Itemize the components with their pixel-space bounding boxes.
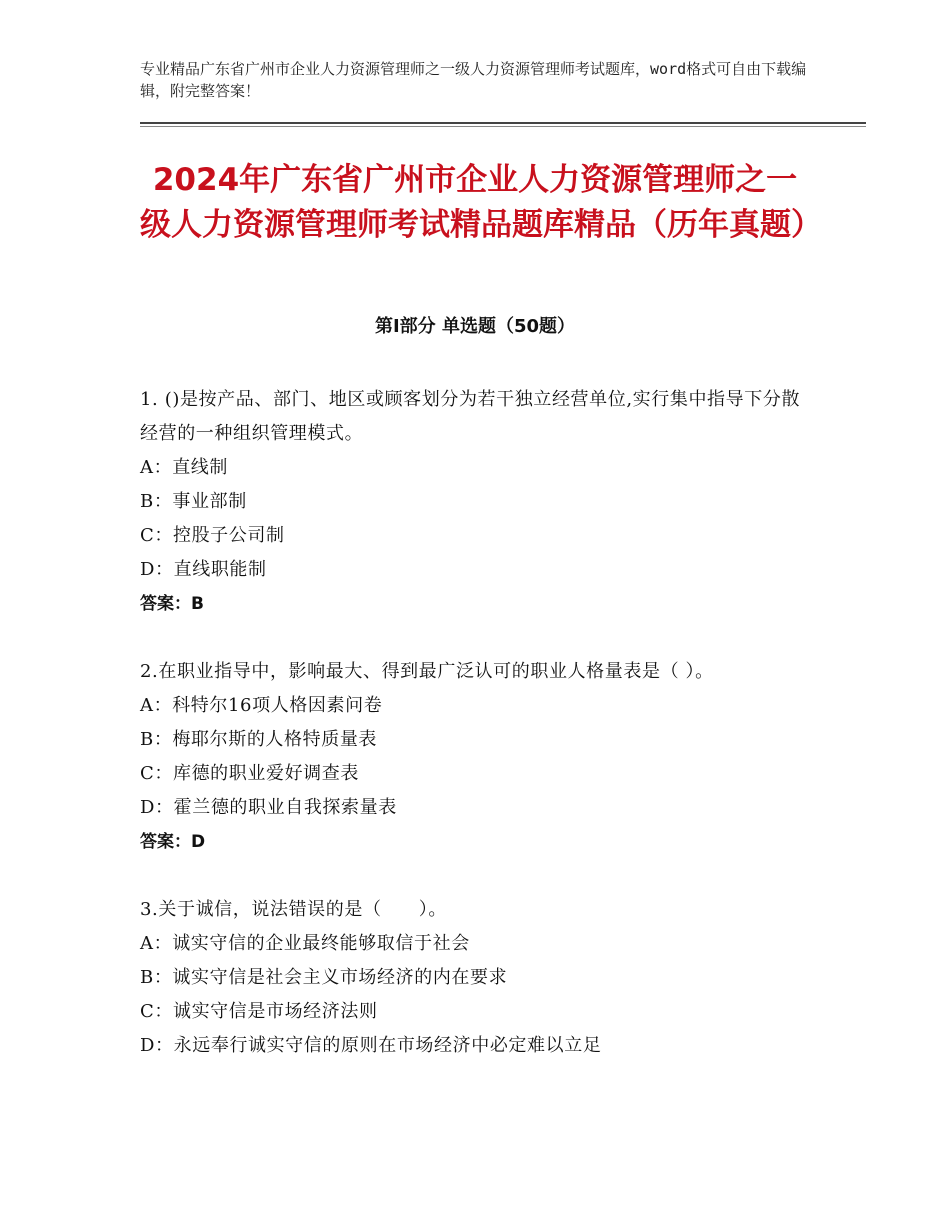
option-b: B：梅耶尔斯的人格特质量表 <box>140 729 378 750</box>
option-d: D：直线职能制 <box>140 559 267 580</box>
option-c: C：控股子公司制 <box>140 525 285 546</box>
question-list <box>140 383 810 1097</box>
header-divider-thick <box>140 122 866 124</box>
option-a: A：诚实守信的企业最终能够取信于社会 <box>140 933 470 954</box>
answer-line: 答案：D <box>140 832 206 852</box>
question-stem: 3.关于诚信，说法错误的是（ ）。 <box>140 899 447 920</box>
question-3 <box>140 893 810 1063</box>
question-2 <box>140 655 810 859</box>
option-c: C：诚实守信是市场经济法则 <box>140 1001 378 1022</box>
question-stem: 1. ()是按产品、部门、地区或顾客划分为若干独立经营单位,实行集中指导下分散经营的一种组织管理模式。 <box>140 389 801 444</box>
answer-line: 答案：B <box>140 594 204 614</box>
option-a: A：直线制 <box>140 457 228 478</box>
section-heading: 第Ⅰ部分 单选题（50题） <box>374 316 575 337</box>
question-1 <box>140 383 810 621</box>
option-c: C：库德的职业爱好调查表 <box>140 763 359 784</box>
header-note: 专业精品广东省广州市企业人力资源管理师之一级人力资源管理师考试题库，word格式可自由下载编辑，附完整答案！ <box>140 60 807 100</box>
option-d: D：永远奉行诚实守信的原则在市场经济中必定难以立足 <box>140 1035 602 1056</box>
option-a: A：科特尔16项人格因素问卷 <box>140 695 383 716</box>
option-b: B：事业部制 <box>140 491 247 512</box>
header-divider-thin <box>140 126 866 127</box>
option-d: D：霍兰德的职业自我探索量表 <box>140 797 397 818</box>
question-stem: 2.在职业指导中，影响最大、得到最广泛认可的职业人格量表是（ ）。 <box>140 661 714 682</box>
document-title: 2024年广东省广州市企业人力资源管理师之一级人力资源管理师考试精品题库精品（历年真题） <box>140 162 822 243</box>
option-b: B：诚实守信是社会主义市场经济的内在要求 <box>140 967 508 988</box>
